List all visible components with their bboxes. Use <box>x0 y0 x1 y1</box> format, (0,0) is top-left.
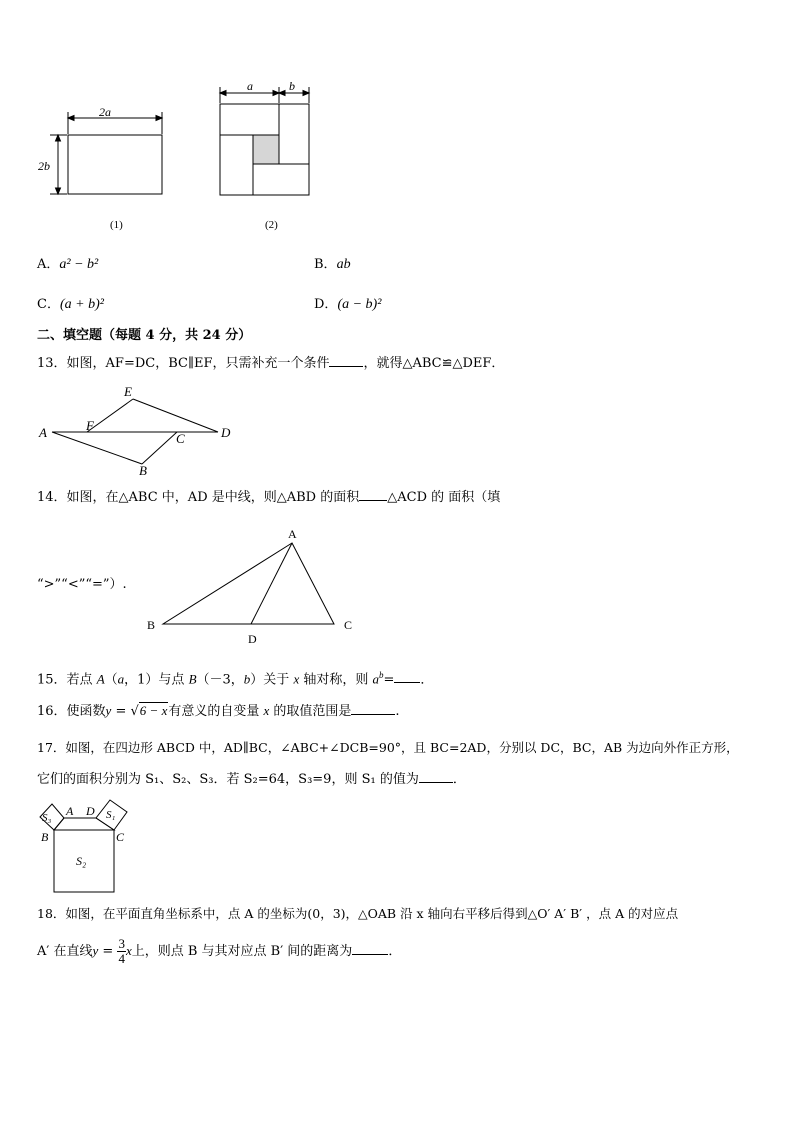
q15-B: B <box>188 671 197 687</box>
q15-ab-exp: b <box>378 670 384 680</box>
caption-1: (1) <box>110 219 123 231</box>
q17-point-a: A <box>66 804 74 818</box>
q16-t3: 的取值范围是 <box>269 704 352 719</box>
q17-line2a: 它们的面积分别为 S₁、S₂、S₃．若 S₂=64，S₃=9，则 S₁ 的值为 <box>37 772 419 787</box>
q18-t2: 上，则点 B 与其对应点 B′ 间的距离为 <box>131 944 353 959</box>
q13-text-a: 13．如图，AF=DC，BC∥EF，只需补充一个条件 <box>37 356 330 371</box>
q15-t7: = <box>383 672 395 688</box>
label-2b: 2b <box>38 159 50 173</box>
q14-point-d: D <box>248 632 257 646</box>
option-c-prefix: C． <box>37 297 60 312</box>
q15-A: A <box>96 671 105 687</box>
q16-t2: 有意义的自变量 <box>168 704 264 719</box>
q15-t5: ）关于 <box>250 672 294 688</box>
q13-point-c: C <box>176 431 185 446</box>
q17-line1: 17．如图，在四边形 ABCD 中，AD∥BC，∠ABC+∠DCB=90°，且 BC=2AD，分别以 DC，BC，AB 为边向外作正方形， <box>37 740 739 755</box>
q18-denominator: 4 <box>118 951 125 966</box>
caption-2: (2) <box>265 219 278 231</box>
q15-x: x <box>293 671 300 687</box>
q16-t1: 16．使函数 <box>37 704 106 719</box>
q18-eq: = <box>98 944 118 959</box>
q14-point-c: C <box>344 618 353 632</box>
q16-x: x <box>263 703 270 718</box>
q15-t8: ． <box>420 672 434 688</box>
q15-a: a <box>117 671 125 687</box>
label-b: b <box>289 79 295 93</box>
q14-text-c: “>”“<”“=”）. <box>37 577 127 592</box>
option-d-prefix: D． <box>314 297 338 312</box>
q18-t3: ． <box>388 944 402 959</box>
option-d-expr: (a − b)² <box>337 297 382 312</box>
q14-point-a: A <box>288 527 297 541</box>
label-a: a <box>247 79 253 93</box>
q17-label-s2: S₂ <box>76 854 87 868</box>
q17-point-c: C <box>116 830 125 844</box>
q17-label-s3: S₃ <box>42 812 52 824</box>
q18-line1: 18．如图，在平面直角坐标系中，点 A 的坐标为(0，3)，△OAB 沿 x 轴向右平移后得到△O′ A′ B′ ，点 A 的对应点 <box>37 906 679 921</box>
q13-point-f: F <box>86 418 94 433</box>
option-b-expr: ab <box>336 257 351 272</box>
option-a-prefix: A． <box>37 257 60 272</box>
section-title: 二、填空题（每题 4 分，共 24 分） <box>37 328 252 343</box>
q16-eq: = <box>111 704 131 719</box>
q16-radicand: 6 − x <box>139 703 168 718</box>
q15-t4: （－3， <box>196 672 244 688</box>
label-2a: 2a <box>99 105 111 119</box>
q15-ab-base: a <box>372 671 379 687</box>
q14-text-b: △ACD 的 面积（填 <box>387 490 501 505</box>
q13-point-a: A <box>39 425 47 440</box>
q15-t1: 15．若点 <box>37 672 97 688</box>
q13-text-b: ，就得△ABC≌△DEF． <box>363 356 505 371</box>
q18-fraction <box>117 937 126 966</box>
q17-label-s1: S₁ <box>106 809 116 821</box>
q18-y: y <box>92 943 99 958</box>
q15-t6: 轴对称，则 <box>299 672 373 688</box>
option-c-expr: (a + b)² <box>59 297 104 312</box>
q16-t4: . <box>395 704 400 719</box>
q16-sqrt-symbol: √ <box>130 704 139 719</box>
q18-line2 <box>37 934 401 969</box>
q18-t1: A′ 在直线 <box>37 944 93 959</box>
q14-text-a: 14．如图，在△ABC 中，AD 是中线，则△ABD 的面积 <box>37 490 360 505</box>
q17-line2b: ． <box>452 772 466 787</box>
q18-x: x <box>125 943 132 958</box>
q17-point-b: B <box>41 830 49 844</box>
q15-b: b <box>243 671 251 687</box>
q18-numerator: 3 <box>118 936 125 951</box>
q15-t3: ，1）与点 <box>124 672 189 688</box>
q13-point-d: D <box>221 425 231 440</box>
q15-t2: （ <box>104 672 118 688</box>
q17-point-d: D <box>86 804 95 818</box>
q16-y: y <box>105 703 112 718</box>
option-b-prefix: B． <box>314 257 337 272</box>
option-a-expr: a² − b² <box>59 257 99 272</box>
q13-point-b: B <box>139 463 147 478</box>
q13-point-e: E <box>124 384 132 399</box>
q14-point-b: B <box>147 618 156 632</box>
q18-answer-blank[interactable] <box>352 942 388 955</box>
